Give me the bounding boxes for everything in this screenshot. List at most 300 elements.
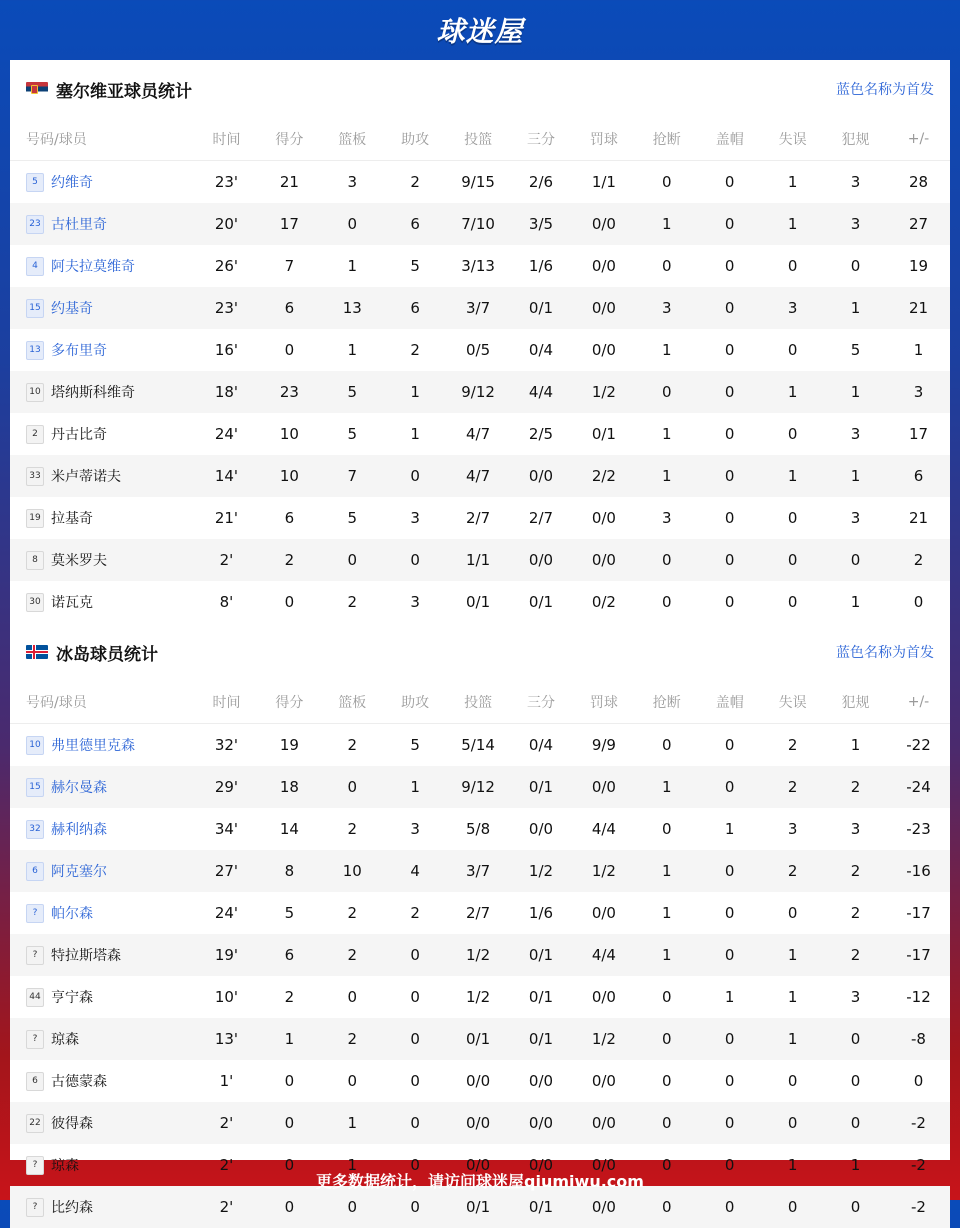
stat-cell: 0/1 <box>510 934 573 976</box>
column-header[interactable]: 三分 <box>510 681 573 724</box>
stat-cell: 0 <box>410 1156 420 1174</box>
stat-cell: 17 <box>258 203 321 245</box>
stat-cell: 1/6 <box>528 904 554 922</box>
stat-cell: 1 <box>662 341 672 359</box>
stat-cell: 2 <box>410 341 420 359</box>
stat-cell: 21' <box>214 509 239 527</box>
stat-cell: 1 <box>850 1156 861 1174</box>
player-name-link[interactable]: 特拉斯塔森 <box>51 948 121 964</box>
stat-cell: 0 <box>258 1102 321 1144</box>
table-row[interactable] <box>10 455 950 497</box>
stat-cell: 2 <box>347 736 358 754</box>
table-row[interactable] <box>10 850 950 892</box>
stat-cell: 10 <box>321 850 384 892</box>
table-row[interactable] <box>10 161 950 204</box>
table-row[interactable] <box>10 724 950 767</box>
stat-cell: 3 <box>410 593 420 611</box>
player-cell <box>10 581 195 623</box>
stat-cell: 0 <box>635 1102 698 1144</box>
stat-cell: 0 <box>913 593 924 611</box>
player-name-link[interactable]: 阿夫拉莫维奇 <box>51 259 135 275</box>
player-cell <box>10 539 195 581</box>
stat-cell: 0 <box>824 1186 887 1228</box>
stat-cell: 1 <box>824 371 887 413</box>
jersey-number-badge: 15 <box>26 299 44 318</box>
column-header[interactable]: 得分 <box>258 681 321 724</box>
stat-cell: 2 <box>347 820 358 838</box>
table-row[interactable] <box>10 497 950 539</box>
stat-cell: 4/4 <box>510 371 573 413</box>
column-header[interactable]: 号码/球员 <box>10 118 195 161</box>
jersey-number-badge: ? <box>26 1156 44 1175</box>
stat-cell: 1 <box>321 1102 384 1144</box>
player-name-link[interactable]: 多布里奇 <box>51 343 107 359</box>
player-stats-table <box>10 118 950 623</box>
jersey-number-badge: 33 <box>26 467 44 486</box>
stat-cell: 0/0 <box>572 1102 635 1144</box>
stat-cell: 1 <box>662 904 672 922</box>
stat-cell: 1 <box>662 425 672 443</box>
stat-cell: 16' <box>214 341 239 359</box>
column-header[interactable]: 得分 <box>258 118 321 161</box>
team-title: 冰岛球员统计 <box>56 644 158 665</box>
stat-cell: 6 <box>384 203 447 245</box>
jersey-number-badge: 32 <box>26 820 44 839</box>
stat-cell: 1 <box>635 934 698 976</box>
stat-cell: 9/15 <box>461 173 495 191</box>
stat-cell: 1 <box>761 934 824 976</box>
stat-cell: 4 <box>384 850 447 892</box>
stat-cell: 5 <box>850 341 861 359</box>
table-row[interactable] <box>10 245 950 287</box>
column-header[interactable]: 篮板 <box>321 681 384 724</box>
stat-cell: 3 <box>635 287 698 329</box>
stat-cell: 2/7 <box>466 509 491 527</box>
stat-cell: 8' <box>219 593 234 611</box>
player-name-link[interactable]: 琼森 <box>51 1032 79 1048</box>
table-row[interactable] <box>10 1102 950 1144</box>
player-cell <box>10 161 195 204</box>
column-header[interactable]: +/- <box>887 118 950 161</box>
team-section-header <box>10 623 950 681</box>
stat-cell: 0/5 <box>466 341 491 359</box>
stat-cell: 0 <box>698 934 761 976</box>
stat-cell: 1/1 <box>447 539 510 581</box>
stat-cell: 3 <box>850 988 861 1006</box>
stat-cell: 0/1 <box>591 425 616 443</box>
stat-cell: 0/0 <box>591 341 616 359</box>
player-cell <box>10 808 195 850</box>
stat-cell: 0 <box>635 1018 698 1060</box>
column-header[interactable]: 投篮 <box>447 118 510 161</box>
stat-cell: 2 <box>410 904 420 922</box>
stat-cell: 0/0 <box>528 1156 554 1174</box>
column-header[interactable]: 犯规 <box>824 681 887 724</box>
table-header-row <box>10 118 950 161</box>
stat-cell: 3 <box>662 509 672 527</box>
stat-cell: 6 <box>258 287 321 329</box>
stat-cell: -8 <box>887 1018 950 1060</box>
player-name-link[interactable]: 赫尔曼森 <box>51 780 107 796</box>
column-header[interactable]: 失误 <box>761 118 824 161</box>
stat-cell: 2 <box>887 539 950 581</box>
stat-cell: 21 <box>279 173 299 191</box>
stat-cell: 23 <box>258 371 321 413</box>
stat-cell: 0 <box>761 539 824 581</box>
stat-cell: 0/1 <box>528 593 554 611</box>
column-header[interactable]: 抢断 <box>635 681 698 724</box>
player-name-link[interactable]: 古杜里奇 <box>51 217 107 233</box>
jersey-number-badge: 6 <box>26 862 44 881</box>
stat-cell: 0/0 <box>591 509 616 527</box>
team-title: 塞尔维亚球员统计 <box>56 81 192 102</box>
stat-cell: 18' <box>195 371 258 413</box>
stat-cell: 24' <box>214 425 239 443</box>
stat-cell: 0 <box>384 1186 447 1228</box>
player-name-link[interactable]: 帕尔森 <box>51 906 93 922</box>
top-header <box>0 0 960 60</box>
table-row[interactable] <box>10 766 950 808</box>
stat-cell: 3 <box>887 371 950 413</box>
player-cell <box>10 850 195 892</box>
footer-banner <box>0 1160 960 1200</box>
footer-link-text[interactable]: 更多数据统计，请访问球迷屋qiumiwu.com <box>316 1171 644 1191</box>
player-name-link[interactable]: 米卢蒂诺夫 <box>51 469 121 485</box>
stat-cell: 5/8 <box>466 820 491 838</box>
stat-cell: 0 <box>698 539 761 581</box>
stat-cell: 0 <box>635 1186 698 1228</box>
stat-cell: -17 <box>887 934 950 976</box>
stat-cell: 0 <box>724 509 735 527</box>
table-row[interactable] <box>10 808 950 850</box>
stat-cell: 3 <box>787 820 798 838</box>
stat-cell: 1 <box>787 1156 798 1174</box>
column-header[interactable]: 失误 <box>761 681 824 724</box>
stat-cell: 7 <box>321 455 384 497</box>
player-stats-table <box>10 681 950 1228</box>
jersey-number-badge: 10 <box>26 736 44 755</box>
stat-cell: -24 <box>887 766 950 808</box>
player-name-link[interactable]: 琼森 <box>51 1158 79 1174</box>
stat-cell: 1 <box>258 1018 321 1060</box>
stat-cell: -2 <box>911 1156 926 1174</box>
jersey-number-badge: ? <box>26 946 44 965</box>
iceland-flag-icon <box>26 645 48 659</box>
jersey-number-badge: 22 <box>26 1114 44 1133</box>
player-name-link[interactable]: 塔纳斯科维奇 <box>51 385 135 401</box>
stat-cell: 7 <box>284 257 295 275</box>
stat-cell: 1 <box>347 1156 358 1174</box>
stat-cell: 1 <box>347 257 358 275</box>
player-name-link[interactable]: 丹古比奇 <box>51 427 107 443</box>
table-row[interactable] <box>10 934 950 976</box>
stat-cell: 0/0 <box>510 455 573 497</box>
table-row[interactable] <box>10 287 950 329</box>
column-header[interactable]: 抢断 <box>635 118 698 161</box>
player-cell <box>10 455 195 497</box>
stat-cell: 0 <box>724 173 735 191</box>
stat-cell: 3 <box>410 820 420 838</box>
table-row[interactable] <box>10 976 950 1018</box>
stat-cell: 0/0 <box>572 766 635 808</box>
stat-cell: 2 <box>824 766 887 808</box>
jersey-number-badge: 13 <box>26 341 44 360</box>
player-cell <box>10 724 195 767</box>
column-header[interactable]: 号码/球员 <box>10 681 195 724</box>
serbia-flag-icon <box>26 82 48 96</box>
stat-cell: 0 <box>698 371 761 413</box>
column-header[interactable]: 时间 <box>195 118 258 161</box>
stat-cell: 0 <box>321 539 384 581</box>
stat-cell: 0 <box>761 1186 824 1228</box>
player-cell <box>10 976 195 1018</box>
column-header[interactable]: 时间 <box>195 681 258 724</box>
stat-cell: 10' <box>214 988 239 1006</box>
stat-cell: 0/1 <box>510 287 573 329</box>
player-name-link[interactable]: 拉基奇 <box>51 511 93 527</box>
stat-cell: 1/2 <box>572 850 635 892</box>
stat-cell: 6 <box>284 509 295 527</box>
stat-cell: 6 <box>384 287 447 329</box>
jersey-number-badge: ? <box>26 1198 44 1217</box>
column-header[interactable]: 助攻 <box>384 118 447 161</box>
player-cell <box>10 497 195 539</box>
jersey-number-badge: 44 <box>26 988 44 1007</box>
player-cell <box>10 766 195 808</box>
stat-cell: 19 <box>908 257 929 275</box>
table-row[interactable] <box>10 581 950 623</box>
column-header[interactable]: 罚球 <box>572 118 635 161</box>
stat-cell: 3/13 <box>461 257 495 275</box>
stat-cell: 1 <box>824 455 887 497</box>
jersey-number-badge: 2 <box>26 425 44 444</box>
stat-cell: 1 <box>761 1018 824 1060</box>
stat-cell: 2/2 <box>572 455 635 497</box>
stat-cell: 0 <box>284 341 295 359</box>
stat-cell: 0 <box>384 934 447 976</box>
stat-cell: 6 <box>887 455 950 497</box>
stat-cell: 0 <box>724 341 735 359</box>
player-name-link[interactable]: 亨宁森 <box>51 990 93 1006</box>
table-row[interactable] <box>10 329 950 371</box>
stat-cell: 0 <box>321 203 384 245</box>
stat-cell: 0/0 <box>572 1186 635 1228</box>
column-header[interactable]: 三分 <box>510 118 573 161</box>
table-row[interactable] <box>10 371 950 413</box>
stat-cell: 0 <box>787 1072 798 1090</box>
stat-cell: 3 <box>824 203 887 245</box>
stat-cell: 0/0 <box>591 904 616 922</box>
column-header[interactable]: 篮板 <box>321 118 384 161</box>
team-section-header <box>10 60 950 118</box>
starter-legend-note: 蓝色名称为首发 <box>836 82 934 98</box>
stat-cell: 32' <box>214 736 239 754</box>
stat-cell: 1/2 <box>447 934 510 976</box>
stat-cell: 2/6 <box>528 173 554 191</box>
stat-cell: 10 <box>258 455 321 497</box>
stat-cell: 0/1 <box>447 1018 510 1060</box>
jersey-number-badge: 6 <box>26 1072 44 1091</box>
site-logo[interactable]: 球迷屋 <box>436 15 524 48</box>
stat-cell: 0 <box>321 766 384 808</box>
stat-cell: 0 <box>635 539 698 581</box>
player-cell <box>10 329 195 371</box>
stat-cell: 1 <box>635 455 698 497</box>
stat-cell: 0/0 <box>528 820 554 838</box>
stat-cell: 1 <box>635 203 698 245</box>
player-cell <box>10 371 195 413</box>
player-cell <box>10 413 195 455</box>
player-name-link[interactable]: 约维奇 <box>51 175 93 191</box>
stat-cell: -23 <box>906 820 931 838</box>
column-header[interactable]: 盖帽 <box>698 681 761 724</box>
stat-cell: 0 <box>698 850 761 892</box>
stat-cell: 0/0 <box>591 1072 616 1090</box>
column-header[interactable]: 盖帽 <box>698 118 761 161</box>
starter-legend-note: 蓝色名称为首发 <box>836 645 934 661</box>
column-header[interactable]: 犯规 <box>824 118 887 161</box>
stat-cell: 3 <box>850 425 861 443</box>
stat-cell: 27' <box>195 850 258 892</box>
team-title-group <box>26 77 192 102</box>
stat-cell: 0 <box>724 736 735 754</box>
player-name-link[interactable]: 古德蒙森 <box>51 1074 107 1090</box>
stat-cell: 4/7 <box>447 455 510 497</box>
stat-cell: 23' <box>195 287 258 329</box>
stat-cell: 5 <box>347 425 358 443</box>
stat-cell: 0 <box>662 173 672 191</box>
stat-cell: 0/4 <box>528 341 554 359</box>
stat-cell: 5/14 <box>461 736 495 754</box>
player-name-link[interactable]: 莫米罗夫 <box>51 553 107 569</box>
stat-cell: 0/1 <box>510 1186 573 1228</box>
stat-cell: 21 <box>908 509 929 527</box>
stat-cell: 0/1 <box>447 1186 510 1228</box>
jersey-number-badge: ? <box>26 1030 44 1049</box>
stat-cell: 18 <box>258 766 321 808</box>
stat-cell: 0 <box>662 593 672 611</box>
stat-cell: 0 <box>410 1072 420 1090</box>
jersey-number-badge: 5 <box>26 173 44 192</box>
player-name-link[interactable]: 诺瓦克 <box>51 595 93 611</box>
stat-cell: -16 <box>887 850 950 892</box>
stat-cell: 0 <box>787 593 798 611</box>
jersey-number-badge: 8 <box>26 551 44 570</box>
stat-cell: 9/12 <box>447 371 510 413</box>
stat-cell: 0 <box>698 287 761 329</box>
column-header[interactable]: +/- <box>887 681 950 724</box>
stat-cell: 1/2 <box>572 1018 635 1060</box>
stat-cell: 2 <box>284 988 295 1006</box>
stat-cell: 0 <box>698 1186 761 1228</box>
stat-cell: 0 <box>347 1072 358 1090</box>
stat-cell: 0 <box>321 1186 384 1228</box>
stat-cell: 0 <box>761 1102 824 1144</box>
stat-cell: 17 <box>908 425 929 443</box>
stat-cell: 26' <box>214 257 239 275</box>
stat-cell: 0 <box>410 988 420 1006</box>
stat-cell: 9/12 <box>447 766 510 808</box>
player-cell <box>10 287 195 329</box>
stat-cell: 2 <box>824 850 887 892</box>
stat-cell: 0/0 <box>572 287 635 329</box>
stat-cell: 0 <box>662 988 672 1006</box>
player-name-link[interactable]: 比约森 <box>51 1200 93 1216</box>
table-row[interactable] <box>10 1018 950 1060</box>
stat-cell: 2' <box>219 1156 234 1174</box>
stat-cell: 0/4 <box>528 736 554 754</box>
stat-cell: 3 <box>410 509 420 527</box>
stat-cell: 0 <box>787 509 798 527</box>
stat-cell: 10 <box>279 425 299 443</box>
table-row[interactable] <box>10 539 950 581</box>
stat-cell: 1/6 <box>528 257 554 275</box>
stat-cell: 0 <box>384 455 447 497</box>
team-title-group <box>26 640 158 665</box>
player-name-link[interactable]: 赫利纳森 <box>51 822 107 838</box>
stat-cell: 3 <box>850 173 861 191</box>
stat-cell: 0 <box>724 1156 735 1174</box>
player-name-link[interactable]: 彼得森 <box>51 1116 93 1132</box>
stat-cell: 0 <box>384 539 447 581</box>
stat-cell: 0 <box>384 1102 447 1144</box>
stat-cell: 1 <box>724 820 735 838</box>
stat-cell: 1 <box>761 455 824 497</box>
stat-cell: 13 <box>321 287 384 329</box>
team-section-1 <box>10 623 950 1228</box>
player-name-link[interactable]: 约基奇 <box>51 301 93 317</box>
stat-cell: 0 <box>787 341 798 359</box>
stat-cell: 14' <box>195 455 258 497</box>
stat-cell: 0/0 <box>528 1072 554 1090</box>
player-name-link[interactable]: 阿克塞尔 <box>51 864 107 880</box>
jersey-number-badge: 30 <box>26 593 44 612</box>
jersey-number-badge: 10 <box>26 383 44 402</box>
jersey-number-badge: 4 <box>26 257 44 276</box>
stat-cell: 0 <box>662 1072 672 1090</box>
stat-cell: 0 <box>662 257 672 275</box>
stat-cell: 2 <box>347 904 358 922</box>
team-section-0 <box>10 60 950 623</box>
stat-cell: 0 <box>824 539 887 581</box>
column-header[interactable]: 投篮 <box>447 681 510 724</box>
stat-cell: 1 <box>787 988 798 1006</box>
stat-cell: 8 <box>258 850 321 892</box>
table-row[interactable] <box>10 413 950 455</box>
column-header[interactable]: 助攻 <box>384 681 447 724</box>
stat-cell: 2 <box>824 934 887 976</box>
stat-cell: 1 <box>347 341 358 359</box>
stat-cell: 0/0 <box>466 1072 491 1090</box>
table-row[interactable] <box>10 892 950 934</box>
table-row[interactable] <box>10 203 950 245</box>
player-name-link[interactable]: 弗里德里克森 <box>51 738 135 754</box>
stat-cell: 6 <box>258 934 321 976</box>
column-header[interactable]: 罚球 <box>572 681 635 724</box>
stat-cell: 0/1 <box>510 1018 573 1060</box>
stat-cell: 0/1 <box>528 988 554 1006</box>
stat-cell: -22 <box>906 736 931 754</box>
stat-cell: 0 <box>724 425 735 443</box>
stat-cell: 4/4 <box>591 820 616 838</box>
stat-cell: 1 <box>635 850 698 892</box>
stat-cell: 0 <box>284 1072 295 1090</box>
stat-cell: 0 <box>698 1102 761 1144</box>
stat-cell: 0 <box>347 988 358 1006</box>
jersey-number-badge: ? <box>26 904 44 923</box>
table-row[interactable] <box>10 1060 950 1102</box>
stat-cell: 4/7 <box>466 425 491 443</box>
